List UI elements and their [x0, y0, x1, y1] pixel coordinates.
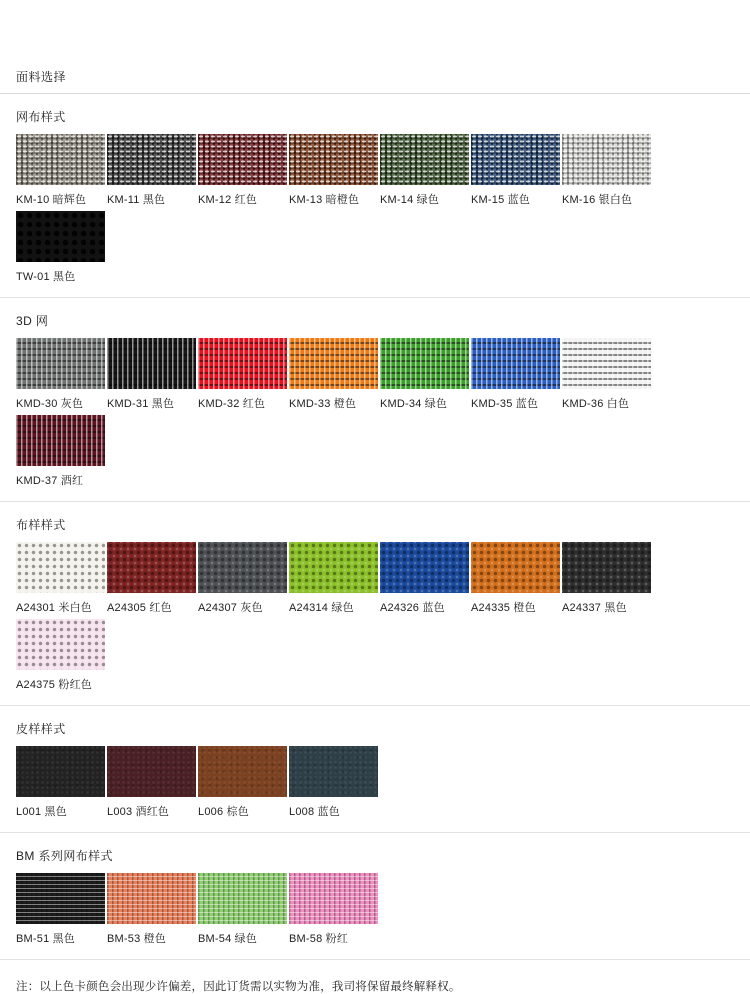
swatch-label: KMD-32 红色 — [198, 398, 266, 410]
swatch-item[interactable] — [16, 338, 106, 413]
section-divider — [0, 959, 750, 960]
swatch-sample[interactable] — [107, 134, 196, 185]
fabric-section — [16, 516, 734, 706]
swatch-sample[interactable] — [198, 873, 287, 924]
swatch-item[interactable] — [16, 211, 106, 286]
swatch-item[interactable] — [198, 746, 288, 821]
swatch-item[interactable] — [16, 873, 106, 948]
fabric-section — [16, 847, 734, 960]
swatch-label: KMD-37 酒红 — [16, 475, 84, 487]
swatch-item[interactable] — [289, 873, 379, 948]
section-title: 皮样样式 — [16, 722, 66, 736]
swatch-item[interactable] — [289, 134, 379, 209]
swatch-label: KM-10 暗辉色 — [16, 194, 87, 206]
swatch-label: L006 棕色 — [198, 806, 249, 818]
swatch-label: KM-15 蓝色 — [471, 194, 531, 206]
swatch-label: BM-53 橙色 — [107, 933, 167, 945]
swatch-sample[interactable] — [107, 873, 196, 924]
swatch-sample[interactable] — [471, 542, 560, 593]
swatch-item[interactable] — [107, 542, 197, 617]
swatch-sample[interactable] — [562, 338, 651, 389]
swatch-item[interactable] — [107, 134, 197, 209]
swatch-label: BM-58 粉红 — [289, 933, 349, 945]
swatch-item[interactable] — [107, 338, 197, 413]
fabric-section — [16, 108, 734, 298]
swatch-label: KMD-30 灰色 — [16, 398, 84, 410]
swatch-sample[interactable] — [380, 134, 469, 185]
section-divider — [0, 297, 750, 298]
page-title: 面料选择 — [16, 70, 67, 84]
swatch-label: A24307 灰色 — [198, 602, 263, 614]
swatch-item[interactable] — [198, 338, 288, 413]
swatch-label: KM-11 黑色 — [107, 194, 166, 206]
swatch-label: BM-51 黑色 — [16, 933, 76, 945]
fabric-section — [16, 312, 734, 502]
swatch-label: KMD-33 橙色 — [289, 398, 357, 410]
swatch-label: L008 蓝色 — [289, 806, 340, 818]
swatch-item[interactable] — [198, 873, 288, 948]
swatch-label: KMD-34 绿色 — [380, 398, 448, 410]
sections-container — [16, 108, 734, 960]
footnote: 注：以上色卡颜色会出现少许偏差，因此订货需以实物为准，我司将保留最终解释权。 — [16, 981, 461, 993]
swatch-label: KM-16 银白色 — [562, 194, 633, 206]
swatch-label: KM-14 绿色 — [380, 194, 440, 206]
section-title: 布样样式 — [16, 518, 66, 532]
swatch-sample[interactable] — [380, 542, 469, 593]
swatch-row — [16, 134, 734, 288]
section-title: 网布样式 — [16, 110, 66, 124]
swatch-label: L003 酒红色 — [107, 806, 170, 818]
swatch-label: KMD-35 蓝色 — [471, 398, 539, 410]
swatch-item[interactable] — [107, 873, 197, 948]
swatch-item[interactable] — [380, 542, 470, 617]
swatch-sample[interactable] — [471, 134, 560, 185]
swatch-sample[interactable] — [289, 338, 378, 389]
swatch-sample[interactable] — [16, 211, 105, 262]
title-divider — [0, 93, 750, 94]
swatch-sample[interactable] — [16, 134, 105, 185]
fabric-section — [16, 720, 734, 833]
swatch-label: KM-12 红色 — [198, 194, 258, 206]
swatch-row — [16, 542, 734, 696]
swatch-item[interactable] — [16, 619, 106, 694]
swatch-label: A24314 绿色 — [289, 602, 354, 614]
swatch-item[interactable] — [471, 542, 561, 617]
swatch-item[interactable] — [198, 542, 288, 617]
swatch-label: BM-54 绿色 — [198, 933, 258, 945]
swatch-sample[interactable] — [289, 542, 378, 593]
swatch-item[interactable] — [16, 134, 106, 209]
swatch-item[interactable] — [198, 134, 288, 209]
swatch-sample[interactable] — [562, 134, 651, 185]
swatch-label: A24375 粉红色 — [16, 679, 92, 691]
swatch-sample[interactable] — [16, 542, 105, 593]
swatch-item[interactable] — [16, 746, 106, 821]
swatch-sample[interactable] — [107, 338, 196, 389]
swatch-label: A24305 红色 — [107, 602, 172, 614]
section-divider — [0, 832, 750, 833]
section-title: 3D 网 — [16, 314, 49, 328]
swatch-item[interactable] — [562, 542, 652, 617]
swatch-sample[interactable] — [198, 746, 287, 797]
swatch-item[interactable] — [289, 338, 379, 413]
swatch-row — [16, 746, 734, 823]
swatch-sample[interactable] — [198, 134, 287, 185]
swatch-sample[interactable] — [16, 415, 105, 466]
swatch-item[interactable] — [107, 746, 197, 821]
swatch-item[interactable] — [471, 134, 561, 209]
swatch-label: A24326 蓝色 — [380, 602, 445, 614]
swatch-item[interactable] — [471, 338, 561, 413]
swatch-label: A24335 橙色 — [471, 602, 536, 614]
swatch-sample[interactable] — [107, 746, 196, 797]
swatch-sample[interactable] — [289, 746, 378, 797]
swatch-item[interactable] — [562, 338, 652, 413]
swatch-item[interactable] — [562, 134, 652, 209]
swatch-sample[interactable] — [289, 134, 378, 185]
swatch-item[interactable] — [16, 542, 106, 617]
swatch-item[interactable] — [16, 415, 106, 490]
swatch-row — [16, 338, 734, 492]
section-divider — [0, 705, 750, 706]
swatch-sample[interactable] — [562, 542, 651, 593]
swatch-row — [16, 873, 734, 950]
swatch-label: A24337 黑色 — [562, 602, 627, 614]
swatch-sample[interactable] — [16, 873, 105, 924]
swatch-label: KM-13 暗橙色 — [289, 194, 360, 206]
swatch-sample[interactable] — [107, 542, 196, 593]
swatch-label: L001 黑色 — [16, 806, 67, 818]
section-title: BM 系列网布样式 — [16, 849, 113, 863]
swatch-label: A24301 米白色 — [16, 602, 92, 614]
swatch-item[interactable] — [289, 746, 379, 821]
section-divider — [0, 501, 750, 502]
swatch-sample[interactable] — [198, 542, 287, 593]
swatch-sample[interactable] — [16, 619, 105, 670]
swatch-sample[interactable] — [16, 338, 105, 389]
swatch-label: TW-01 黑色 — [16, 271, 76, 283]
swatch-item[interactable] — [380, 134, 470, 209]
swatch-item[interactable] — [289, 542, 379, 617]
swatch-label: KMD-36 白色 — [562, 398, 630, 410]
swatch-label: KMD-31 黑色 — [107, 398, 175, 410]
swatch-sample[interactable] — [471, 338, 560, 389]
swatch-sample[interactable] — [198, 338, 287, 389]
swatch-sample[interactable] — [289, 873, 378, 924]
swatch-item[interactable] — [380, 338, 470, 413]
swatch-sample[interactable] — [380, 338, 469, 389]
swatch-sample[interactable] — [16, 746, 105, 797]
